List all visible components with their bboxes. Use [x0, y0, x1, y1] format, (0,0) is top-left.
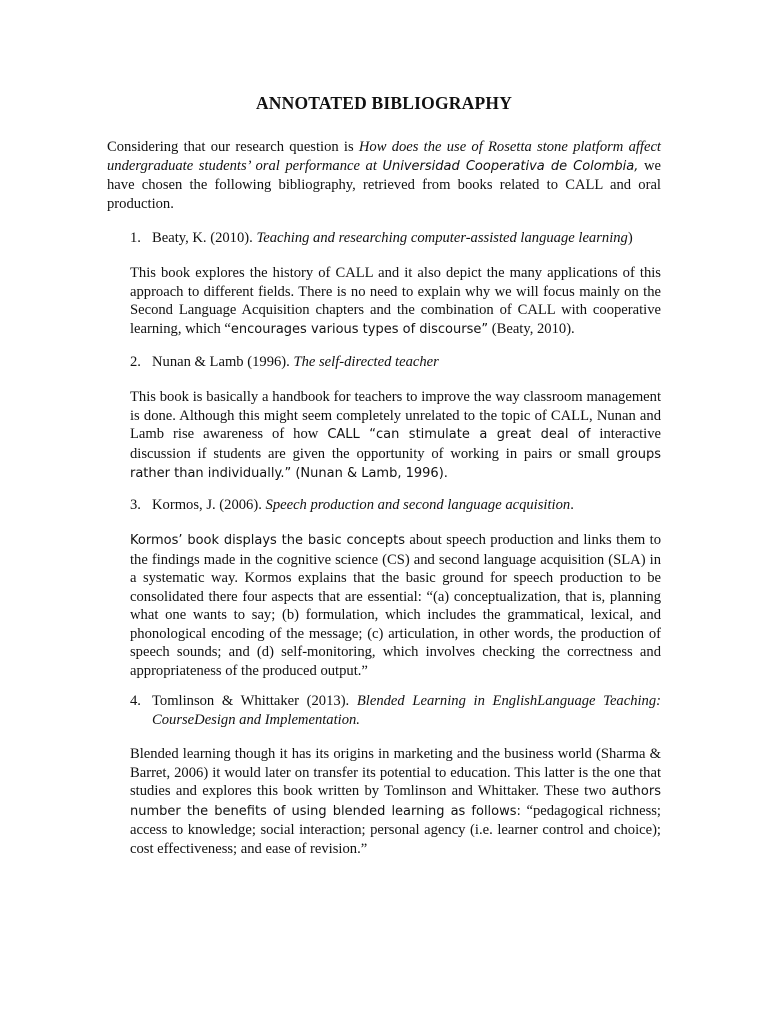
bibliography-annotation — [130, 264, 661, 339]
annotation-citation: (Beaty, 2010). — [488, 320, 575, 337]
bibliography-annotation — [130, 531, 661, 680]
annotation-text-sans: authors number the benefits of using blended learning as follows: — [130, 784, 661, 819]
intro-text: Considering that our research question is — [107, 139, 359, 155]
entry-number: 3. — [130, 497, 141, 513]
bibliography-annotation — [130, 745, 661, 858]
annotation-text: This book explores the history of CALL and it also depict the many applications of this approach to different fields. There is no need to explain why we will focus mainly on the Second Language Acquisition chapters and the combination of CALL with cooperative learning, which “ — [130, 265, 661, 337]
entry-title: Blended Learning in EnglishLanguage Teaching: CourseDesign and Implementation. — [152, 693, 662, 728]
entry-title: Teaching and researching computer-assisted language learning — [256, 230, 628, 246]
annotation-quote: “pedagogical richness; access to knowledge; social interaction; personal agency (i.e. learner control and choice); cost effectiveness; and ease of revision.” — [130, 802, 661, 857]
entry-title: Speech production and second language acquisition — [265, 497, 571, 513]
annotation-quote: encourages various types of discourse” — [230, 321, 489, 337]
entry-suffix: ) — [627, 230, 633, 246]
annotation-text-continued: interactive discussion if students are given the opportunity of working in pairs or small — [130, 426, 662, 462]
entry-citation: Kormos, J. (2006). — [152, 497, 266, 513]
research-question-institution: Universidad Cooperativa de Colombia, — [382, 158, 639, 174]
intro-paragraph — [107, 138, 661, 213]
entry-number: 1. — [130, 230, 141, 246]
bibliography-entry-heading — [130, 496, 661, 515]
annotation-quote: CALL “can stimulate a great deal of — [327, 427, 591, 442]
bibliography-annotation — [130, 388, 661, 484]
research-question: How does the use of Rosetta stone platform affect undergraduate students’ oral performance at — [107, 139, 661, 174]
entry-citation: Beaty, K. (2010). — [152, 230, 257, 246]
entry-suffix: . — [570, 497, 574, 513]
page-title: ANNOTATED BIBLIOGRAPHY — [255, 93, 513, 113]
entry-citation: Nunan & Lamb (1996). — [152, 354, 294, 370]
bibliography-entry-heading — [130, 229, 661, 248]
entry-number: 2. — [130, 354, 141, 370]
bibliography-entry-heading — [130, 353, 661, 372]
intro-text-end: we have chosen the following bibliography, retrieved from books related to CALL and oral production. — [107, 157, 661, 212]
entry-title: The self-directed teacher — [293, 354, 439, 370]
annotation-text-start: Kormos’ book displays the basic concepts — [130, 533, 406, 548]
bibliography-entry-heading — [130, 692, 661, 729]
entry-citation: Tomlinson & Whittaker (2013). — [152, 693, 357, 709]
annotation-text: Blended learning though it has its origins in marketing and the business world (Sharma & Barret, 2006) it would later on transfer its potential to education. This latter is the one that studies and explores this book written by Tomlinson and Whittaker. These two — [130, 746, 661, 799]
entry-number: 4. — [130, 693, 141, 709]
annotation-text: about speech production and links them to the findings made in the cognitive science (CS) and second language acquisition (SLA) in a systematic way. Kormos explains that the basic ground for speech production to be consolidated there four aspects that are essential: “(a) conceptualization, that is, planning what one wants to say; (b) formulation, which includes the grammatical, lexical, and phonological encoding of the message; (c) articulation, in other words, the production of speech sounds; and (d) self-monitoring, which involves checking the correctness and appropriateness of the produced output.” — [130, 532, 661, 679]
annotation-citation: groups rather than individually.” (Nunan & Lamb, 1996). — [130, 446, 661, 481]
annotation-text: This book is basically a handbook for teachers to improve the way classroom management is done. Although this might seem completely unrelated to the topic of CALL, Nunan and Lamb rise awareness of how — [130, 389, 661, 442]
